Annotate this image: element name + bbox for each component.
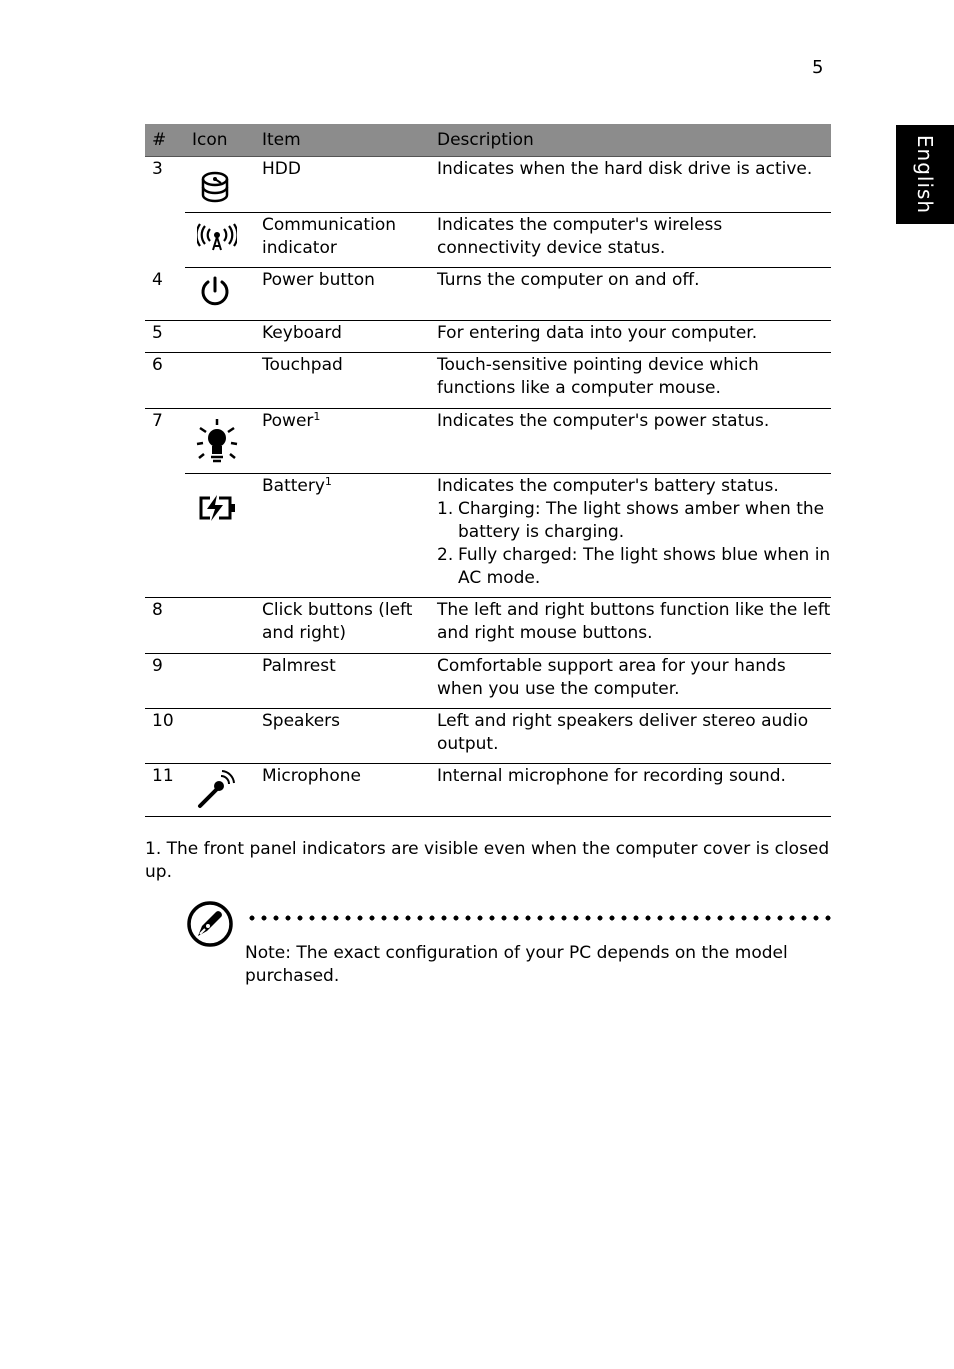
row-item: Click buttons (left and right) <box>262 598 437 654</box>
battery-description: Indicates the computer's battery status. <box>437 476 779 496</box>
page-number: 5 <box>812 57 824 78</box>
row-description: For entering data into your computer. <box>437 321 831 353</box>
table-row <box>145 157 831 213</box>
row-item <box>262 474 437 598</box>
row-item: Touchpad <box>262 353 437 409</box>
row-number: 6 <box>145 353 185 409</box>
row-item-label: Power <box>262 411 314 431</box>
table-row <box>145 764 831 817</box>
icon-cell <box>185 764 262 817</box>
table-row <box>145 709 831 764</box>
header-item: Item <box>262 124 437 157</box>
language-tab-label: English <box>913 134 938 215</box>
row-item: Microphone <box>262 764 437 817</box>
power-button-icon <box>198 275 232 309</box>
microphone-icon <box>195 770 235 810</box>
row-description: Indicates the computer's power status. <box>437 409 831 474</box>
hdd-icon <box>200 170 230 204</box>
icon-cell <box>185 157 262 213</box>
row-number: 4 <box>145 268 185 321</box>
wireless-icon <box>197 223 237 253</box>
row-description: The left and right buttons function like the left and right mouse buttons. <box>437 598 831 654</box>
list-item <box>437 498 831 544</box>
icon-cell <box>185 598 262 654</box>
row-number: 5 <box>145 321 185 353</box>
power-light-icon <box>195 418 239 466</box>
row-item: Speakers <box>262 709 437 764</box>
list-number: 1. <box>437 499 454 519</box>
icon-cell <box>185 654 262 709</box>
icon-cell <box>185 213 262 268</box>
list-text: The light shows blue when in AC mode. <box>458 545 831 588</box>
row-number: 10 <box>145 709 185 764</box>
list-term: Charging: <box>458 499 541 519</box>
table-row <box>145 321 831 353</box>
row-description: Left and right speakers deliver stereo audio output. <box>437 709 831 764</box>
list-item <box>437 544 831 590</box>
header-description: Description <box>437 124 831 157</box>
note-pen-icon <box>186 900 234 948</box>
footnote: 1. The front panel indicators are visible even when the computer cover is closed up. <box>145 839 830 882</box>
table-row <box>145 474 831 598</box>
row-description <box>437 474 831 598</box>
battery-status-list <box>437 498 831 590</box>
list-text: The light shows amber when the battery is charging. <box>458 499 825 542</box>
note-text: The exact configuration of your PC depends on the model purchased. <box>245 943 788 986</box>
row-description: Indicates the computer's wireless connectivity device status. <box>437 213 831 268</box>
header-icon: Icon <box>185 124 262 157</box>
icon-cell <box>185 409 262 474</box>
row-number <box>145 474 185 598</box>
row-number: 3 <box>152 159 163 179</box>
row-number: 8 <box>145 598 185 654</box>
row-item <box>262 409 437 474</box>
row-description: Touch-sensitive pointing device which functions like a computer mouse. <box>437 353 831 409</box>
table-header-row <box>145 124 831 157</box>
row-description: Indicates when the hard disk drive is active. <box>437 157 831 213</box>
row-number: 11 <box>145 764 185 817</box>
language-tab <box>896 125 954 224</box>
table-row <box>145 353 831 409</box>
note-divider <box>246 915 831 921</box>
row-description: Turns the computer on and off. <box>437 268 831 321</box>
list-number: 2. <box>437 545 454 565</box>
row-item: Communication indicator <box>262 213 437 268</box>
row-item: Keyboard <box>262 321 437 353</box>
footnote-ref: 1 <box>313 410 321 423</box>
icon-cell <box>185 709 262 764</box>
footnote-ref: 1 <box>324 475 332 488</box>
row-description: Comfortable support area for your hands when you use the computer. <box>437 654 831 709</box>
row-item: HDD <box>262 157 437 213</box>
table-row <box>145 213 831 268</box>
icon-cell <box>185 268 262 321</box>
row-item: Palmrest <box>262 654 437 709</box>
icon-cell <box>185 474 262 598</box>
row-number: 7 <box>152 411 163 431</box>
table-row <box>145 268 831 321</box>
row-description: Internal microphone for recording sound. <box>437 764 831 817</box>
indicator-table <box>145 124 831 817</box>
list-term: Fully charged: <box>458 545 578 565</box>
icon-cell <box>185 321 262 353</box>
header-num: # <box>145 124 185 157</box>
note-label: Note: <box>245 943 291 963</box>
table-row <box>145 598 831 654</box>
icon-cell <box>185 353 262 409</box>
row-item-label: Battery <box>262 476 325 496</box>
table-row <box>145 654 831 709</box>
table-row <box>145 409 831 474</box>
row-number: 9 <box>145 654 185 709</box>
row-number <box>145 213 185 268</box>
row-item: Power button <box>262 268 437 321</box>
battery-icon <box>197 494 237 522</box>
note <box>245 942 835 988</box>
